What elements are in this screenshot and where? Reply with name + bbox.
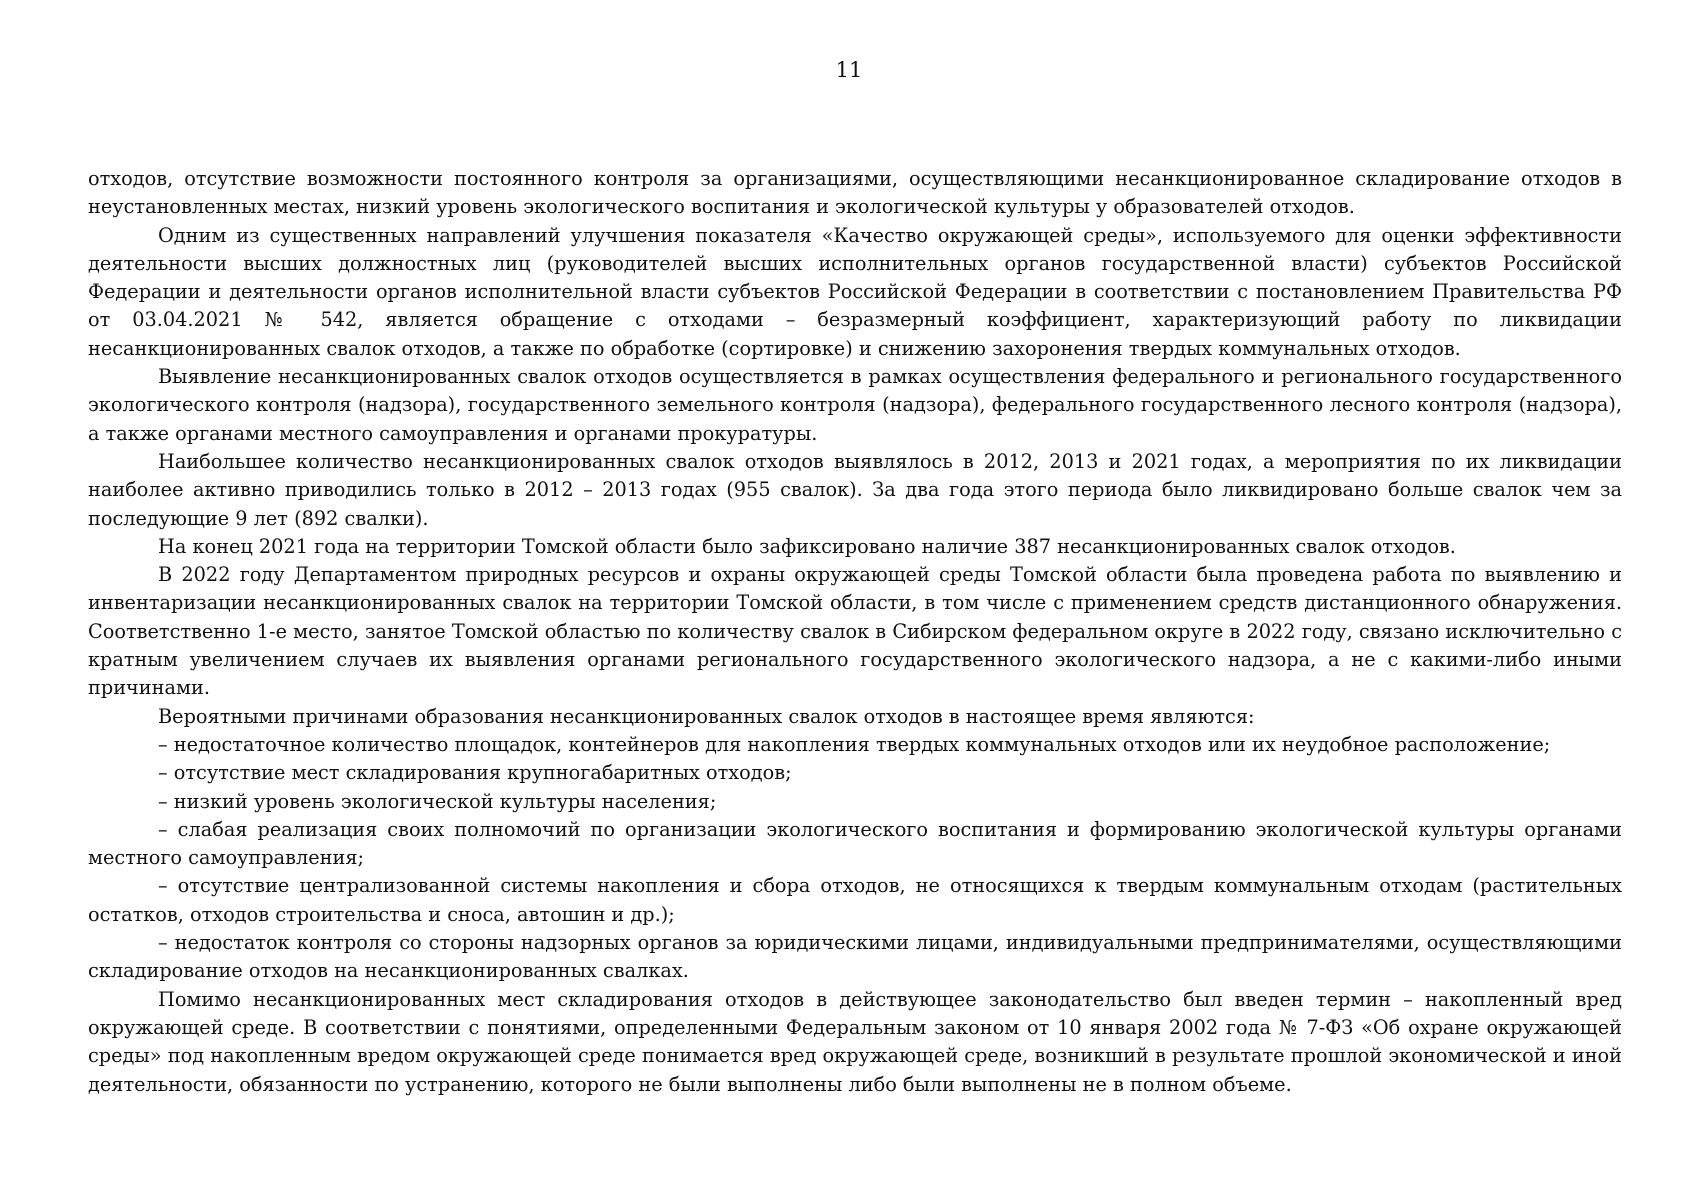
list-item-cause-6: – недостаток контроля со стороны надзорных органов за юридическими лицами, индивидуальными предпринимателями, осуществляющими складирование отходов на несанкционированных свалках. — [88, 931, 1622, 983]
paragraph-dump-detection: Выявление несанкционированных свалок отходов осуществляется в рамках осуществления федерального и регионального государственного экологического контроля (надзора), государственного земельного контроля (надзора), федерального государственного лесного контроля (надзора), а также органами местного самоуправления и органами прокуратуры. — [88, 365, 1622, 445]
list-item-cause-3: – низкий уровень экологической культуры населения; — [158, 789, 717, 813]
document-body — [88, 165, 1622, 1099]
list-item-cause-2: – отсутствие мест складирования крупногабаритных отходов; — [158, 761, 792, 785]
paragraph-causes-intro: Вероятными причинами образования несанкционированных свалок отходов в настоящее время являются: — [158, 704, 1255, 728]
list-item-cause-1: – недостаточное количество площадок, контейнеров для накопления твердых коммунальных отходов или их неудобное расположение; — [158, 732, 1551, 756]
paragraph-environment-quality: Одним из существенных направлений улучшения показателя «Качество окружающей среды», используемого для оценки эффективности деятельности высших должностных лиц (руководителей высших исполнительных органов государственной власти) субъектов Российской Федерации и деятельности органов исполнительной власти субъектов Российской Федерации в соответствии с постановлением Правительства РФ от 03.04.2021 № 542, является обращение с отходами – безразмерный коэффициент, характеризующий работу по ликвидации несанкционированных свалок отходов, а также по обработке (сортировке) и снижению захоронения твердых коммунальных отходов. — [88, 223, 1622, 360]
page-number: 11 — [835, 58, 863, 82]
list-item-cause-5: – отсутствие централизованной системы накопления и сбора отходов, не относящихся к твердым коммунальным отходам (растительных остатков, отходов строительства и сноса, автошин и др.); — [88, 874, 1622, 926]
paragraph-dump-statistics: Наибольшее количество несанкционированных свалок отходов выявлялось в 2012, 2013 и 2021 годах, а мероприятия по их ликвидации наиболее активно приводились только в 2012 – 2013 годах (955 свалок). За два года этого периода было ликвидировано больше свалок чем за последующие 9 лет (892 свалки). — [88, 449, 1622, 530]
list-item-cause-4: – слабая реализация своих полномочий по организации экологического воспитания и формированию экологической культуры органами местного самоуправления; — [88, 817, 1622, 870]
paragraph-continuation: отходов, отсутствие возможности постоянного контроля за организациями, осуществляющими несанкционированное складирование отходов в неустановленных местах, низкий уровень экологического воспитания и экологической культуры у образователей отходов. — [88, 167, 1622, 219]
paragraph-end-2021: На конец 2021 года на территории Томской области было зафиксировано наличие 387 несанкционированных свалок отходов. — [158, 534, 1456, 558]
paragraph-2022-inventory: В 2022 году Департаментом природных ресурсов и охраны окружающей среды Томской области была проведена работа по выявлению и инвентаризации несанкционированных свалок на территории Томской области, в том числе с применением средств дистанционного обнаружения. Соответственно 1-е место, занятое Томской областью по количеству свалок в Сибирском федеральном округе в 2022 году, связано исключительно с кратным увеличением случаев их выявления органами регионального государственного экологического надзора, а не с какими-либо иными причинами. — [88, 563, 1622, 700]
paragraph-accumulated-harm: Помимо несанкционированных мест складирования отходов в действующее законодательство был введен термин – накопленный вред окружающей среде. В соответствии с понятиями, определенными Федеральным законом от 10 января 2002 года № 7-ФЗ «Об охране окружающей среды» под накопленным вредом окружающей среде понимается вред окружающей среде, возникший в результате прошлой экономической и иной деятельности, обязанности по устранению, которого не были выполнены либо были выполнены не в полном объеме. — [88, 987, 1622, 1096]
